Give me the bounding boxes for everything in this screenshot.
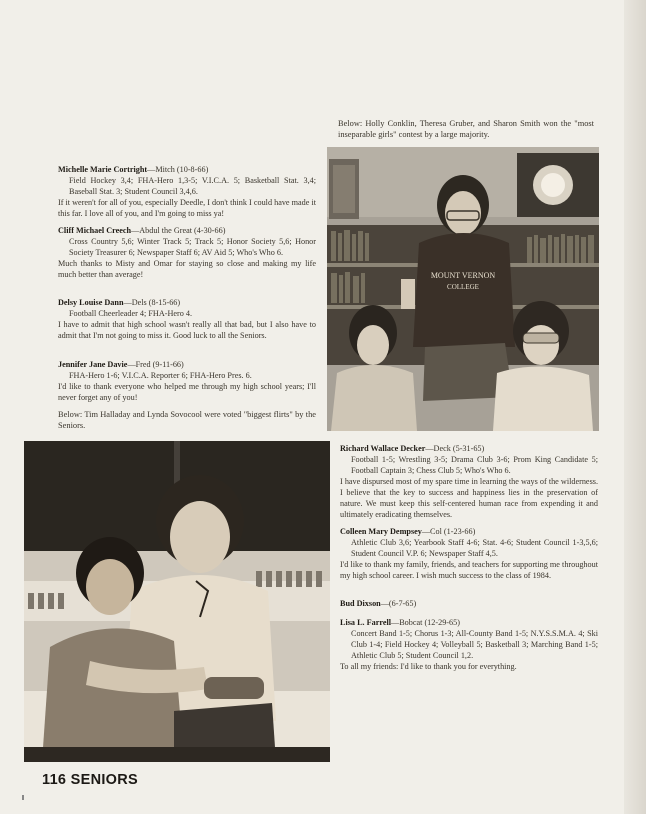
bio-nickname: —Bobcat (12-29-65) [391,618,460,627]
bio-quote: I have to admit that high school wasn't really all that bad, but I also have to admit that I'm not going to miss it. Good luck to all the Seniors. [58,320,316,340]
photo-inseparable-girls-image [327,147,599,431]
photo-biggest-flirts [24,441,330,762]
bio-activities: Cross Country 5,6; Winter Track 5; Track 5; Honor Society 5,6; Honor Society Treasurer 6; Newspaper Staff 6; AV Aid 5; Who's Who 6. [69,237,316,257]
page-edge [624,0,646,814]
bio-nickname: —Dels (8-15-66) [123,298,181,307]
bio-activities: Football 1-5; Wrestling 3-5; Drama Club 3-6; Prom King Candidate 5; Football Captain 3; Chess Club 5; Who's Who 6. [351,455,598,475]
bio-nickname: —(6-7-65) [380,599,417,608]
bio-name: Michelle Marie Cortright [58,165,148,174]
bio-name: Delsy Louise Dann [58,298,124,307]
bio-name: Jennifer Jane Davie [58,360,128,369]
bio-nickname: —Deck (5-31-65) [425,444,485,453]
bio-quote: Much thanks to Misty and Omar for staying so close and making my life much better than average! [58,259,316,279]
bio-farrell [340,617,598,672]
bio-activities: Football Cheerleader 4; FHA-Hero 4. [69,309,193,318]
top-photo-caption: Below: Holly Conklin, Theresa Gruber, and Sharon Smith won the "most inseparable girls" contest by a large majority. [338,119,594,139]
bio-nickname: —Abdul the Great (4-30-66) [131,226,226,235]
bio-davie [58,359,316,403]
bio-activities: Concert Band 1-5; Chorus 1-3; All-County Band 1-5; N.Y.S.S.M.A. 4; Ski Club 1-4; Field Hockey 4; Volleyball 5; Basketball 3; Marching Band 1-5; Athletic Club 5; Student Council 1,2. [351,629,598,660]
photo-inseparable-girls [327,147,599,431]
bio-dempsey [340,526,598,581]
bio-nickname: —Fred (9-11-66) [127,360,184,369]
photo-biggest-flirts-image [24,441,330,762]
bio-quote: If it weren't for all of you, especially Deedle, I don't think I could have made it this far. I love all of you, and I'm going to miss ya! [58,198,316,218]
bio-quote: To all my friends: I'd like to thank you for everything. [340,662,517,671]
bio-cortright [58,164,316,219]
bio-decker [340,443,598,520]
bio-dixson [340,598,598,609]
bio-quote: I have dispursed most of my spare time in learning the ways of the wilderness. I believe that the key to success and happiness lies in the preservation of nature. We must keep this self-centered human race from expending it and ultimately eradicating themselves. [340,477,598,519]
left-photo-caption: Below: Tim Halladay and Lynda Sovocool were voted "biggest flirts" by the Seniors. [58,410,316,430]
page-footer: 116 SENIORS [42,772,138,788]
bio-creech [58,225,316,280]
bio-name: Cliff Michael Creech [58,226,132,235]
print-mark [22,795,24,800]
bio-quote: I'd like to thank everyone who helped me through my high school years; I'll never forget any of you! [58,382,316,402]
bio-name: Bud Dixson [340,599,381,608]
bio-name: Richard Wallace Decker [340,444,426,453]
bio-nickname: —Mitch (10-8-66) [147,165,209,174]
sweatshirt-text: MOUNT VERNON [430,271,496,280]
bio-activities: FHA-Hero 1-6; V.I.C.A. Reporter 6; FHA-Hero Pres. 6. [69,371,252,380]
bio-quote: I'd like to thank my family, friends, and teachers for supporting me throughout my high school career. I wish much success to the class of 1984. [340,560,598,580]
bio-nickname: —Col (1-23-66) [421,527,476,536]
bio-dann [58,297,316,341]
bio-name: Colleen Mary Dempsey [340,527,422,536]
bio-activities: Athletic Club 3,6; Yearbook Staff 4-6; Stat. 4-6; Student Council 1-3,5,6; Student Council V.P. 6; Newspaper Staff 4,5. [351,538,598,558]
bio-name: Lisa L. Farrell [340,618,392,627]
sweatshirt-text-2: COLLEGE [447,283,479,291]
bio-activities: Field Hockey 3,4; FHA-Hero 1,3-5; V.I.C.A. 5; Basketball Stat. 3,4; Baseball Stat. 3; Student Council 3,4,6. [69,176,316,196]
